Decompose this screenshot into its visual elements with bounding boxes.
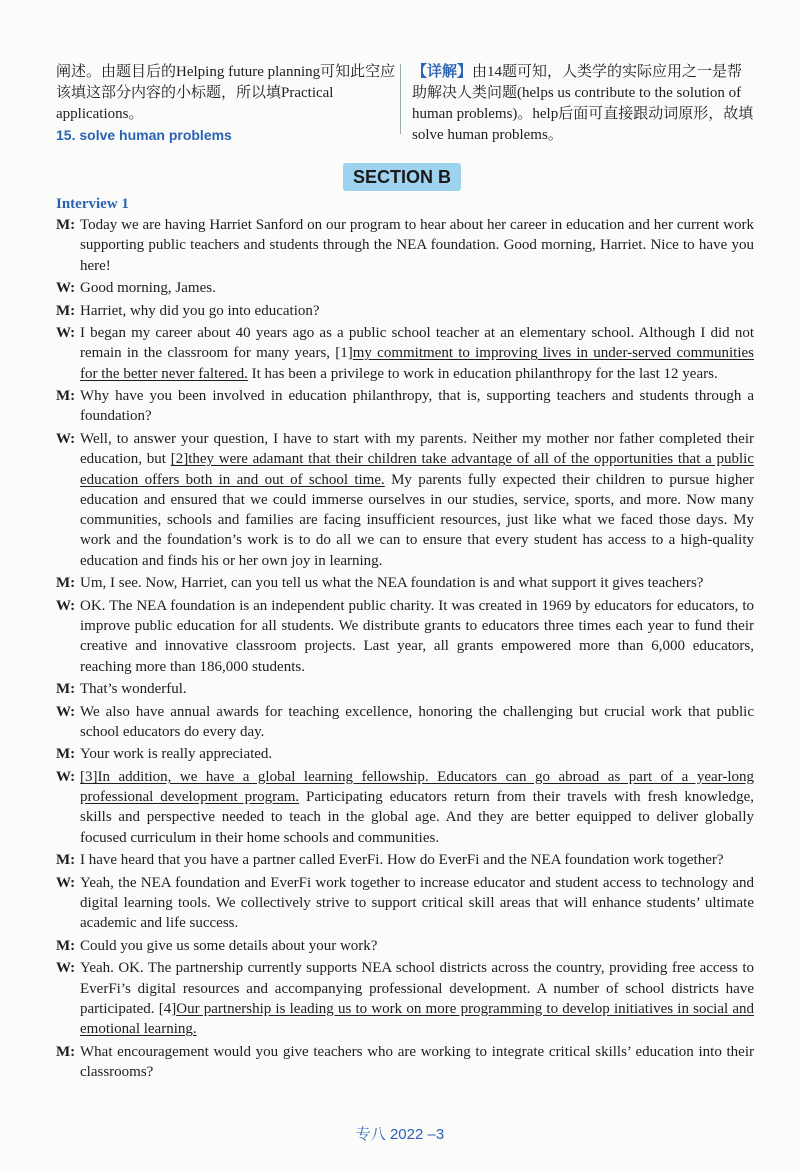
- speech-text: Why have you been involved in education philanthropy, that is, supporting teachers and students through a foundation?: [80, 388, 754, 425]
- dialogue-turn: [56, 958, 754, 1039]
- dialogue-turn: [56, 1042, 754, 1083]
- speech-text: My parents fully expected their children to pursue higher education and ensured that we could immerse ourselves in our studies, service, sports, and more. Now many communities, schools and families are facing insufficient resources, just like what we faced those days. My work and the foundation’s work is to do all we can to ensure that every student has access to a high-quality education and finds his or her own joy in learning.: [80, 471, 754, 569]
- dialogue-turn: [56, 596, 754, 677]
- speaker-label: W:: [56, 768, 76, 785]
- speaker-label: M:: [56, 852, 76, 869]
- underlined-answer-text: [2]they were adamant that their children take advantage of all of the opportunities that a public education offers both in and out of school time.: [80, 451, 754, 488]
- explanation-text-left: 阐述。由题目后的Helping future planning可知此空应该填这部分内容的小标题，所以填Practical applications。: [56, 64, 396, 122]
- dialogue-turn: [56, 873, 754, 934]
- dialogue-turn: [56, 386, 754, 427]
- underlined-answer-text: [3]In addition, we have a global learning fellowship. Educators can go abroad as part of a year-long professional development program.: [80, 768, 754, 806]
- dialogue-turn: [56, 702, 754, 743]
- speech-text: Your work is really appreciated.: [80, 746, 273, 763]
- speech-text: What encouragement would you give teachers who are working to integrate critical skills’ education into their classrooms?: [80, 1043, 754, 1080]
- speaker-label: M:: [56, 302, 76, 319]
- speech-text: I began my career about 40 years ago as a public school teacher at an elementary school. Although I did not remain in the classroom for many years, [1]: [80, 325, 754, 362]
- page-footer: 专八 2022 –3: [355, 1126, 445, 1143]
- dialogue-turn: [56, 278, 754, 298]
- dialogue-turn: [56, 429, 754, 571]
- dialogue-turn: [56, 936, 754, 956]
- column-divider: [400, 64, 401, 134]
- section-title: SECTION B: [343, 163, 461, 191]
- dialogue-turn: [56, 679, 754, 699]
- speech-text: I have heard that you have a partner called EverFi. How do EverFi and the NEA foundation work together?: [80, 852, 724, 869]
- speech-text: Um, I see. Now, Harriet, can you tell us what the NEA foundation is and what support it gives teachers?: [80, 575, 704, 592]
- speaker-label: W:: [56, 280, 76, 297]
- speech-text: That’s wonderful.: [80, 681, 187, 698]
- speaker-label: M:: [56, 1043, 76, 1060]
- explanation-tag: 【详解】: [412, 64, 473, 80]
- speech-text: Yeah. OK. The partnership currently supports NEA school districts across the country, providing free access to EverFi’s digital resources and accompanying professional development. A number of school districts have participated. [4]: [80, 960, 754, 1017]
- underlined-answer-text: Our partnership is leading us to work on more programming to develop initiatives in social and emotional learning.: [80, 1000, 754, 1038]
- speaker-label: W:: [56, 960, 76, 977]
- speaker-label: M:: [56, 746, 76, 763]
- speaker-label: M:: [56, 937, 76, 954]
- top-right-column: [412, 62, 757, 146]
- dialogue-transcript: [56, 215, 754, 1084]
- dialogue-turn: [56, 767, 754, 848]
- speech-text: Good morning, James.: [80, 280, 216, 297]
- dialogue-turn: [56, 323, 754, 384]
- speaker-label: M:: [56, 575, 76, 592]
- speech-text: Could you give us some details about your work?: [80, 937, 378, 954]
- speech-text: OK. The NEA foundation is an independent public charity. It was created in 1969 by educators for educators, to improve public education for all students. We distribute grants to educators three times each year to fund their creative and innovative classroom projects. Last year, all grants empowered more than 6,000 educators, reaching more than 186,000 students.: [80, 597, 754, 675]
- explanation-text-right: 由14题可知，人类学的实际应用之一是帮助解决人类问题(helps us contribute to the solution of human problems)。help后面可直接跟动词原形，故填solve human problems。: [412, 64, 754, 143]
- speech-text: Well, to answer your question, I have to start with my parents. Neither my mother nor father completed their education, but: [80, 430, 754, 468]
- underlined-answer-text: my commitment to improving lives in under-served communities for the better never faltered.: [80, 345, 754, 382]
- speaker-label: M:: [56, 217, 76, 233]
- speaker-label: W:: [56, 430, 76, 447]
- dialogue-turn: [56, 573, 754, 593]
- speech-text: Today we are having Harriet Sanford on our program to hear about her career in education and her current work supporting public teachers and students through the NEA foundation. Good morning, Harriet. Nice to have you here!: [80, 217, 754, 274]
- speaker-label: W:: [56, 325, 76, 342]
- top-left-column: [56, 62, 396, 146]
- dialogue-turn: [56, 301, 754, 321]
- speech-text: It has been a privilege to work in education philanthropy for the last 12 years.: [247, 365, 718, 382]
- speaker-label: M:: [56, 681, 76, 698]
- dialogue-turn: [56, 744, 754, 764]
- speaker-label: W:: [56, 703, 76, 720]
- speaker-label: W:: [56, 874, 76, 891]
- dialogue-turn: [56, 215, 754, 276]
- interview-title: Interview 1: [56, 196, 129, 212]
- speech-text: Harriet, why did you go into education?: [80, 302, 320, 319]
- speaker-label: M:: [56, 388, 76, 405]
- speech-text: We also have annual awards for teaching excellence, honoring the challenging but crucial work that public school educators do every day.: [80, 703, 754, 740]
- speech-text: Participating educators return from their travels with fresh knowledge, skills and perspective needed to teach in the global age. And they are better equipped to deliver globally focused curriculum in their home schools and communities.: [80, 789, 754, 846]
- speaker-label: W:: [56, 597, 76, 614]
- speech-text: Yeah, the NEA foundation and EverFi work together to increase educator and student access to technology and digital learning tools. We collectively strive to support critical skill areas that will enhance students’ ultimate academic and life success.: [80, 874, 754, 932]
- answer-15: 15. solve human problems: [56, 127, 232, 143]
- dialogue-turn: [56, 850, 754, 870]
